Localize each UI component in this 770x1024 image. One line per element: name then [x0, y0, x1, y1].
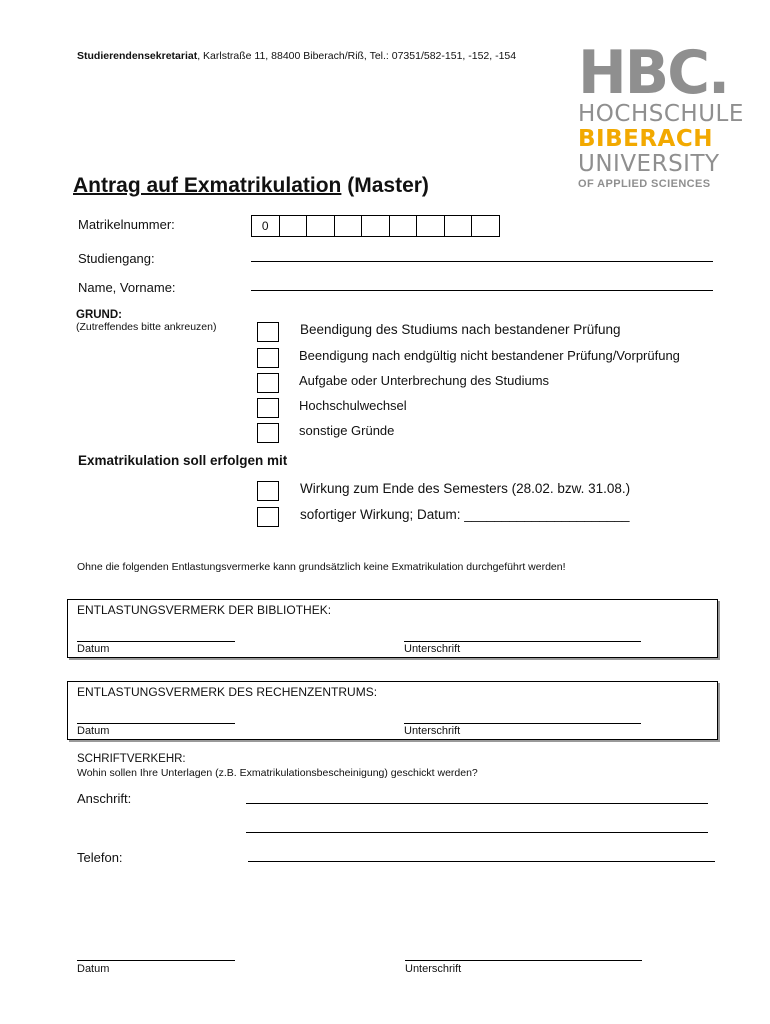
- matrikel-digit[interactable]: [279, 215, 308, 237]
- grund-heading: GRUND:: [76, 309, 122, 321]
- studiengang-field[interactable]: [251, 261, 713, 262]
- matrikel-digit[interactable]: 0: [251, 215, 280, 237]
- logo-biberach: BIBERACH: [578, 126, 713, 152]
- grund-checkbox-bestanden[interactable]: [257, 322, 279, 342]
- notice-text: Ohne die folgenden Entlastungsvermerke kann grundsätzlich keine Exmatrikulation durchgeführt werden!: [77, 561, 566, 573]
- grund-option-nicht-bestanden: Beendigung nach endgültig nicht bestandener Prüfung/Vorprüfung: [299, 348, 680, 363]
- footer-datum-label: Datum: [77, 963, 110, 975]
- matrikel-digit[interactable]: [416, 215, 445, 237]
- wirkung-option-sofort: sofortiger Wirkung; Datum: ______________________: [300, 507, 630, 522]
- matrikel-input[interactable]: [252, 215, 500, 237]
- footer-datum-field[interactable]: [77, 960, 235, 961]
- header-address: [77, 50, 516, 62]
- logo-applied-sciences: OF APPLIED SCIENCES: [578, 178, 711, 190]
- university-logo: [578, 38, 744, 191]
- matrikel-digit[interactable]: [444, 215, 473, 237]
- matrikel-digit[interactable]: [389, 215, 418, 237]
- matrikel-digit[interactable]: [334, 215, 363, 237]
- grund-hint: (Zutreffendes bitte ankreuzen): [76, 321, 217, 333]
- page-title-suffix: (Master): [341, 174, 429, 197]
- schriftverkehr-question: Wohin sollen Ihre Unterlagen (z.B. Exmatrikulationsbescheinigung) geschickt werden?: [77, 767, 478, 779]
- rechenzentrum-unterschrift-label: Unterschrift: [404, 725, 461, 737]
- matrikel-digit[interactable]: [306, 215, 335, 237]
- wirkung-checkbox-semesterende[interactable]: [257, 481, 279, 501]
- anschrift-field-line1[interactable]: [246, 803, 708, 804]
- telefon-label: Telefon:: [77, 850, 123, 865]
- anschrift-label: Anschrift:: [77, 791, 132, 806]
- logo-hochschule: HOCHSCHULE: [578, 101, 744, 127]
- bibliothek-unterschrift-field[interactable]: [404, 641, 641, 642]
- footer-unterschrift-field[interactable]: [405, 960, 642, 961]
- bibliothek-datum-field[interactable]: [77, 641, 235, 642]
- grund-option-aufgabe: Aufgabe oder Unterbrechung des Studiums: [299, 373, 550, 388]
- rechenzentrum-datum-field[interactable]: [77, 723, 235, 724]
- grund-checkbox-aufgabe[interactable]: [257, 373, 279, 393]
- rechenzentrum-title: ENTLASTUNGSVERMERK DES RECHENZENTRUMS:: [77, 685, 378, 699]
- matrikel-digit[interactable]: [361, 215, 390, 237]
- studiengang-label: Studiengang:: [78, 251, 155, 266]
- bibliothek-title: ENTLASTUNGSVERMERK DER BIBLIOTHEK:: [77, 603, 332, 617]
- rechenzentrum-unterschrift-field[interactable]: [404, 723, 641, 724]
- wirkung-heading: Exmatrikulation soll erfolgen mit: [78, 453, 288, 468]
- wirkung-option-semesterende: Wirkung zum Ende des Semesters (28.02. bzw. 31.08.): [300, 481, 631, 496]
- telefon-field[interactable]: [248, 861, 715, 862]
- logo-hbc: HBC.: [578, 38, 729, 108]
- grund-checkbox-hochschulwechsel[interactable]: [257, 398, 279, 418]
- grund-option-bestanden: Beendigung des Studiums nach bestandener Prüfung: [300, 322, 621, 337]
- name-field[interactable]: [251, 290, 713, 291]
- matrikel-digit[interactable]: [471, 215, 500, 237]
- page-title: [73, 174, 429, 198]
- header-org: Studierendensekretariat: [77, 50, 198, 62]
- wirkung-checkbox-sofort[interactable]: [257, 507, 279, 527]
- bibliothek-unterschrift-label: Unterschrift: [404, 643, 461, 655]
- name-label: Name, Vorname:: [78, 280, 176, 295]
- grund-option-hochschulwechsel: Hochschulwechsel: [299, 398, 407, 413]
- schriftverkehr-heading: SCHRIFTVERKEHR:: [77, 753, 186, 765]
- matrikel-label: Matrikelnummer:: [78, 217, 175, 232]
- logo-university: UNIVERSITY: [578, 151, 720, 177]
- header-address-text: , Karlstraße 11, 88400 Biberach/Riß, Tel.: 07351/582-151, -152, -154: [197, 50, 517, 62]
- bibliothek-box: [67, 599, 718, 658]
- page-title-main: Antrag auf Exmatrikulation: [73, 174, 342, 197]
- rechenzentrum-box: [67, 681, 718, 740]
- rechenzentrum-datum-label: Datum: [77, 725, 110, 737]
- grund-checkbox-sonstige[interactable]: [257, 423, 279, 443]
- bibliothek-datum-label: Datum: [77, 643, 110, 655]
- anschrift-field-line2[interactable]: [246, 832, 708, 833]
- footer-unterschrift-label: Unterschrift: [405, 963, 462, 975]
- grund-checkbox-nicht-bestanden[interactable]: [257, 348, 279, 368]
- grund-option-sonstige: sonstige Gründe: [299, 423, 395, 438]
